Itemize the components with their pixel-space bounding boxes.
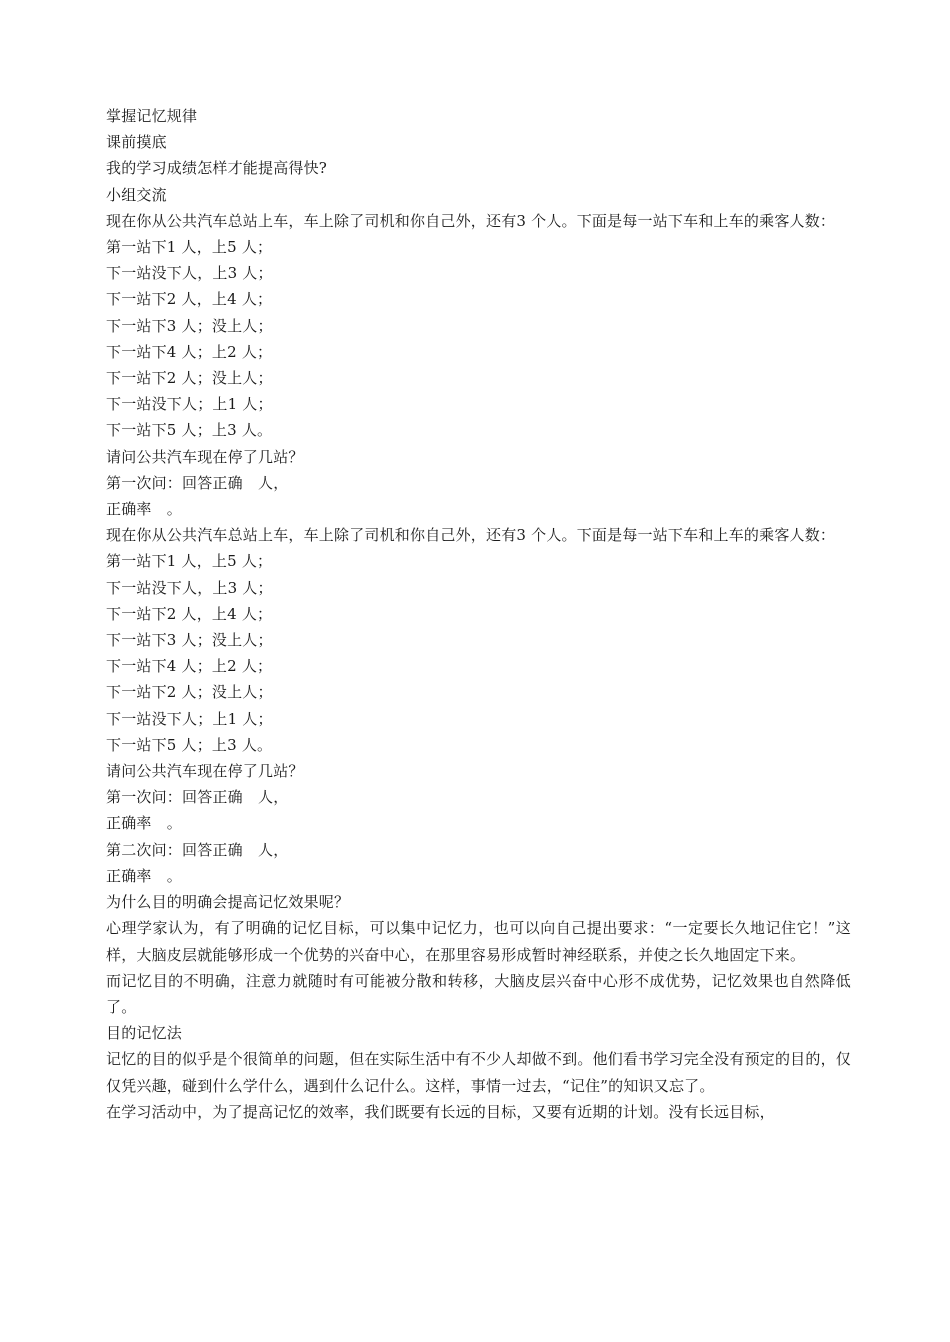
stop-line: 下一站没下人；上1 人；	[106, 709, 273, 728]
stop-line: 下一站下2 人，上4 人；	[106, 604, 273, 623]
document-body	[106, 103, 851, 1125]
paragraph: 在学习活动中，为了提高记忆的效率，我们既要有长远的目标，又要有近期的计划。没有长远目标，	[106, 1102, 775, 1121]
section-heading: 小组交流	[106, 185, 167, 204]
question-line: 请问公共汽车现在停了几站？	[106, 762, 304, 781]
accuracy-line: 正确率 。	[106, 866, 183, 885]
stop-line: 下一站没下人；上1 人；	[106, 395, 273, 414]
stop-line: 第一站下1 人，上5 人；	[106, 552, 273, 571]
stop-line: 下一站下3 人；没上人；	[106, 631, 273, 650]
accuracy-line: 正确率 。	[106, 814, 183, 833]
document-title: 掌握记忆规律	[106, 107, 198, 125]
question-line: 我的学习成绩怎样才能提高得快?	[106, 159, 328, 178]
stop-line: 下一站下2 人；没上人；	[106, 369, 273, 388]
section-heading: 课前摸底	[106, 133, 167, 152]
paragraph: 心理学家认为，有了明确的记忆目标，可以集中记忆力，也可以向自己提出要求：“一定要长久地记住它！”这样，大脑皮层就能够形成一个优势的兴奋中心，在那里容易形成暂时神经联系，并使之长久地固定下来。	[106, 919, 851, 964]
paragraph: 记忆的目的似乎是个很简单的问题，但在实际生活中有不少人却做不到。他们看书学习完全没有预定的目的，仅仅凭兴趣，碰到什么学什么，遇到什么记什么。这样，事情一过去，“记住”的知识又忘了。	[106, 1050, 851, 1095]
answer-line: 第一次问：回答正确 人，	[106, 788, 289, 807]
stop-line: 下一站下5 人；上3 人。	[106, 735, 273, 754]
paragraph: 现在你从公共汽车总站上车，车上除了司机和你自己外，还有3 个人。下面是每一站下车和上车的乘客人数：	[106, 526, 836, 545]
paragraph: 现在你从公共汽车总站上车，车上除了司机和你自己外，还有3 个人。下面是每一站下车和上车的乘客人数：	[106, 211, 836, 230]
answer-line: 第一次问：回答正确 人，	[106, 473, 289, 492]
stop-line: 下一站下2 人；没上人；	[106, 683, 273, 702]
stop-line: 第一站下1 人，上5 人；	[106, 238, 273, 257]
stop-line: 下一站没下人，上3 人；	[106, 578, 273, 597]
section-heading: 目的记忆法	[106, 1024, 183, 1043]
stop-line: 下一站下5 人；上3 人。	[106, 421, 273, 440]
stop-line: 下一站没下人，上3 人；	[106, 264, 273, 283]
accuracy-line: 正确率 。	[106, 500, 183, 519]
question-line: 为什么目的明确会提高记忆效果呢？	[106, 893, 350, 912]
stop-line: 下一站下2 人，上4 人；	[106, 290, 273, 309]
answer-line: 第二次问：回答正确 人，	[106, 840, 289, 859]
stop-line: 下一站下4 人；上2 人；	[106, 342, 273, 361]
paragraph: 而记忆目的不明确，注意力就随时有可能被分散和转移，大脑皮层兴奋中心形不成优势，记忆效果也自然降低了。	[106, 971, 851, 1016]
stop-line: 下一站下3 人；没上人；	[106, 316, 273, 335]
question-line: 请问公共汽车现在停了几站？	[106, 447, 304, 466]
stop-line: 下一站下4 人；上2 人；	[106, 657, 273, 676]
